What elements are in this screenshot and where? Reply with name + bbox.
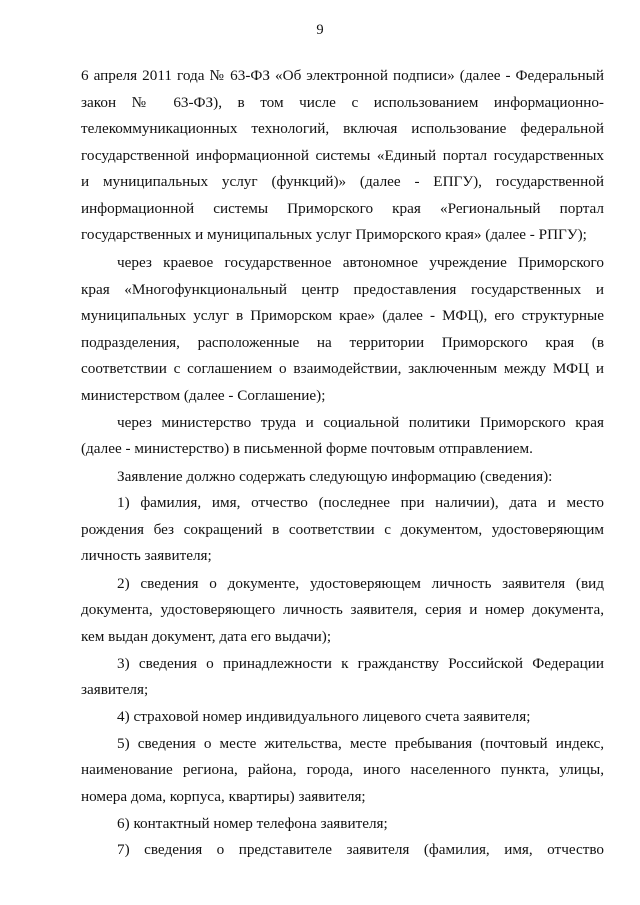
text-line: (далее - министерство) в письменной форме почтовым отправлением. <box>81 440 533 457</box>
text-line: государственных и муниципальных услуг Приморского края» (далее - РПГУ); <box>81 226 587 243</box>
text-line: соответствии с соглашением о взаимодействии, заключенным между МФЦ и <box>81 360 604 377</box>
page-number: 9 <box>316 22 324 38</box>
text-line: 6 апреля 2011 года № 63-ФЗ «Об электронной подписи» (далее - Федеральный <box>81 67 604 84</box>
text-line: номера дома, корпуса, квартиры) заявителя; <box>81 788 366 805</box>
text-line: заявителя; <box>81 681 149 698</box>
text-line: кем выдан документ, дата его выдачи); <box>81 628 332 645</box>
text-line: и муниципальных услуг (функций)» (далее - ЕПГУ), государственной <box>81 173 604 190</box>
text-line: через краевое государственное автономное учреждение Приморского <box>117 254 604 271</box>
text-line: закон № 63-ФЗ), в том числе с использованием информационно- <box>81 94 604 111</box>
text-line: государственной информационной системы «Единый портал государственных <box>81 147 604 164</box>
text-line: подразделения, расположенные на территории Приморского края (в <box>81 334 604 351</box>
text-line: наименование региона, района, города, иного населенного пункта, улицы, <box>81 761 604 778</box>
text-line: министерством (далее - Соглашение); <box>81 387 326 404</box>
text-line: Заявление должно содержать следующую информацию (сведения): <box>117 468 553 485</box>
text-line: через министерство труда и социальной политики Приморского края <box>117 414 604 431</box>
text-line: 3) сведения о принадлежности к гражданству Российской Федерации <box>117 655 604 672</box>
text-line: 7) сведения о представителе заявителя (фамилия, имя, отчество <box>117 841 604 858</box>
text-line: муниципальных услуг в Приморском крае» (далее - МФЦ), его структурные <box>81 307 604 324</box>
text-line: телекоммуникационных технологий, включая использование федеральной <box>81 120 604 137</box>
text-line: рождения без сокращений в соответствии с документом, удостоверяющим <box>81 521 604 538</box>
text-line: документа, удостоверяющего личность заявителя, серия и номер документа, <box>81 601 604 618</box>
text-line: 2) сведения о документе, удостоверяющем личность заявителя (вид <box>117 575 604 592</box>
text-line: края «Многофункциональный центр предоставления государственных и <box>81 281 604 298</box>
text-line: личность заявителя; <box>81 547 212 564</box>
text-line: 6) контактный номер телефона заявителя; <box>117 815 388 832</box>
text-line: 5) сведения о месте жительства, месте пребывания (почтовый индекс, <box>117 735 604 752</box>
text-line: 4) страховой номер индивидуального лицевого счета заявителя; <box>117 708 531 725</box>
text-line: 1) фамилия, имя, отчество (последнее при наличии), дата и место <box>117 494 604 511</box>
text-line: информационной системы Приморского края «Региональный портал <box>81 200 604 217</box>
